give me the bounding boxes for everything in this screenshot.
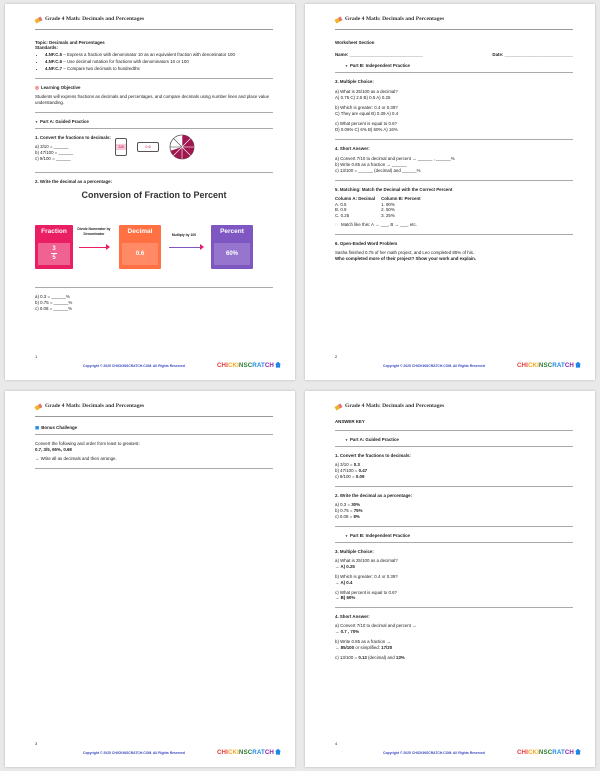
pie-chart-icon bbox=[169, 134, 195, 160]
triangle-icon: ▼ bbox=[35, 120, 38, 125]
divider bbox=[35, 434, 273, 435]
topic: Topic: Decimals and Percentages bbox=[35, 39, 105, 45]
fraction-card: 3/8 bbox=[115, 138, 127, 156]
divider bbox=[335, 542, 573, 543]
q4-title: 4. Short Answer: bbox=[335, 145, 370, 151]
brand-logo: CHICKINSCRATCH bbox=[217, 362, 281, 370]
step1-label: Divide Numerator by Denominator bbox=[77, 226, 111, 236]
page-footer bbox=[35, 741, 281, 757]
page-header: Grade 4 Math: Decimals and Percentages bbox=[335, 403, 573, 411]
divider bbox=[35, 128, 273, 129]
bonus-values: 0.7, 3/5, 65%, 0.68 bbox=[35, 446, 72, 452]
divider bbox=[335, 234, 573, 235]
divider bbox=[335, 180, 573, 181]
matching-table: Column A: Decimal Column B: Percent A. 0.5 1. 90% B. 0.9 2. 50% C. 0.25 3. 25% bbox=[335, 196, 427, 220]
table-row: C. 0.25 3. 25% bbox=[335, 213, 395, 219]
divider bbox=[335, 72, 573, 73]
fraction-visual bbox=[115, 134, 195, 160]
divider bbox=[335, 29, 573, 30]
divider bbox=[35, 172, 273, 173]
standard-item: • 4.NF.C.5 – Express a fraction with denominator 10 as an equivalent fraction with denominator 100 bbox=[45, 52, 273, 58]
name-field[interactable]: Name: ______________________________ bbox=[335, 52, 423, 58]
divider bbox=[335, 446, 573, 447]
decimal-card: 0.6 bbox=[137, 142, 159, 152]
part-b-title: ▼ Part B: Independent Practice bbox=[345, 63, 411, 69]
q1-answers: a) 3/10 = 0.3 b) 47/100 = 0.47 c) 9/100 = 0.09 bbox=[335, 462, 368, 480]
objective-text: Students will express fractions as decimals and percentages, and compare decimals using number lines and place value understanding. bbox=[35, 94, 270, 106]
house-icon bbox=[575, 749, 581, 755]
percent-box: Percent 60% bbox=[211, 225, 253, 269]
conversion-title: Conversion of Fraction to Percent bbox=[81, 189, 227, 200]
divider bbox=[35, 416, 273, 417]
brand-logo: CHICKINSCRATCH bbox=[217, 749, 281, 757]
brand-logo: CHICKINSCRATCH bbox=[517, 749, 581, 757]
q6-question: Who completed more of their project? Show your work and explain. bbox=[335, 256, 477, 262]
page-header: Grade 4 Math: Decimals and Percentages bbox=[335, 16, 573, 24]
divider bbox=[35, 112, 273, 113]
q2-title: 2. Write the decimal as a percentage: bbox=[35, 179, 113, 185]
page-footer bbox=[335, 354, 581, 370]
page-number: 4 bbox=[335, 741, 338, 746]
q4-title: 4. Short Answer: bbox=[335, 614, 370, 620]
objective-title: ◎ Learning Objective bbox=[35, 85, 81, 91]
q1-title: 1. Convert the fractions to decimals: bbox=[335, 453, 411, 459]
standards-label: Standards: bbox=[35, 45, 58, 51]
table-row: A. 0.5 1. 90% bbox=[335, 201, 395, 207]
arrow-right-icon bbox=[79, 247, 107, 248]
bonus-text: Convert the following and order from least to greatest: bbox=[35, 440, 140, 446]
pointing-hand-icon: ☞ bbox=[335, 222, 340, 228]
divider bbox=[335, 526, 573, 527]
q2-items: a) 0.3 = ______% b) 0.75 = ______% c) 0.08 = ______% bbox=[35, 293, 73, 311]
divider bbox=[35, 287, 273, 288]
page-number: 1 bbox=[35, 354, 38, 359]
divider bbox=[35, 29, 273, 30]
divider bbox=[335, 430, 573, 431]
q3-c: c) What percent is equal to 0.6? D) 0.06% C) 6% B) 60% A) 16% bbox=[335, 121, 398, 132]
part-b-title: ▼ Part B: Independent Practice bbox=[345, 532, 411, 538]
q4-items: a) Convert 7/10 to decimal and percent → ______ , ______% b) Write 0.85 as a fraction → ______ c) 13/100 = ______ (decimal) and ______% bbox=[335, 155, 455, 173]
section-title: Worksheet Section bbox=[335, 39, 375, 45]
copyright: Copyright © 2025 CHICKINSCRATCH.COM. All Rights Reserved bbox=[383, 364, 485, 369]
part-a-title: ▼ Part A: Guided Practice bbox=[35, 119, 89, 125]
page-header: Grade 4 Math: Decimals and Percentages bbox=[35, 403, 273, 411]
worksheet-page-1 bbox=[5, 4, 295, 380]
q6-text: Sasha finished 0.75 of her math project, and Leo completed 85% of his. bbox=[335, 250, 475, 256]
conversion-diagram bbox=[35, 189, 273, 277]
copyright: Copyright © 2025 CHICKINSCRATCH.COM. All Rights Reserved bbox=[83, 751, 185, 756]
divider bbox=[335, 486, 573, 487]
date-field[interactable]: Date: ____________________________ bbox=[492, 52, 573, 58]
house-icon bbox=[275, 362, 281, 368]
q3-b: b) Which is greater: 0.4 or 0.39? C) They are equal B) 0.39 A) 0.4 bbox=[335, 105, 399, 117]
part-a-title: ▼ Part A: Guided Practice bbox=[345, 437, 399, 443]
page-number: 3 bbox=[35, 741, 38, 746]
q2-title: 2. Write the decimal as a percentage: bbox=[335, 493, 413, 499]
q1-title: 1. Convert the fractions to decimals: bbox=[35, 135, 111, 141]
standards-list bbox=[45, 52, 273, 72]
puzzle-icon: ▣ bbox=[35, 424, 40, 430]
house-icon bbox=[575, 362, 581, 368]
divider bbox=[35, 78, 273, 79]
standard-item: • 4.NF.C.7 – Compare two decimals to hundredths bbox=[45, 66, 273, 72]
q1-items: a) 3/10 = ______ b) 47/100 = ______ c) 9/100 = ______ bbox=[35, 144, 74, 161]
brand-logo: CHICKINSCRATCH bbox=[517, 362, 581, 370]
pencil-icon bbox=[34, 403, 42, 410]
q5-title: 5. Matching: Match the Decimal with the Correct Percent bbox=[335, 186, 453, 192]
copyright: Copyright © 2025 CHICKINSCRATCH.COM. All Rights Reserved bbox=[83, 364, 185, 369]
divider bbox=[335, 607, 573, 608]
worksheet-page-3 bbox=[5, 391, 295, 767]
bonus-title: ▣ Bonus Challenge bbox=[35, 424, 78, 430]
copyright: Copyright © 2025 CHICKINSCRATCH.COM. All Rights Reserved bbox=[383, 751, 485, 756]
worksheet-page-4: Grade 4 Math: Decimals and Percentages ANSWER KEY ▼ Part A: Guided Practice 1. Convert the fractions to decimals: a) 3/10 = 0.3 b) 47/100 = 0.47 c) 9/100 = 0.09 2. Write the decimal as a percentage: a) 0.3 = 30% b) 0.75 = 75% c) 0.08 = 8% ▼ Part B: Independent Practice 3. Multiple Choice: a) What is 25/100 as a decimal? → A) 0.25 b) Which is greater: 0.4 or 0.39? → A) 0.4 c) What percent is equal to 0.6? → B) 60% 4. Short Answer: a) Convert 7/10 to decimal and percent → → 0.7 , 70% b) Write 0.85 as a fraction → → 85/100 or simplified: 17/20 c) 13/100 = 0.13 (decimal) and 13% 4 Copyright © 2025 CHICKINSCRATCH.COM. All Rights Reserved CHICKINSCRATCH bbox=[305, 391, 595, 767]
divider bbox=[335, 139, 573, 140]
bonus-instructions: → Write all as decimals and then arrange. bbox=[35, 456, 117, 462]
step2-label: Multiply by 100 bbox=[171, 232, 197, 237]
arrow-right-icon bbox=[169, 247, 201, 248]
q6-title: 6. Open-Ended Word Problem bbox=[335, 241, 398, 247]
q5-hint: ☞ Match like this: A → ___, B → ___, etc. bbox=[335, 222, 417, 228]
page-number: 2 bbox=[335, 354, 338, 359]
fraction-box: Fraction 3 5 bbox=[35, 225, 73, 269]
q3-title: 3. Multiple Choice: bbox=[335, 548, 374, 554]
triangle-icon: ▼ bbox=[345, 64, 348, 69]
q3-a: a) What is 25/100 as a decimal? A) 0.75 C) 2.5 B) 0.5 A) 0.25 bbox=[335, 89, 398, 101]
pencil-icon bbox=[34, 16, 42, 23]
pencil-icon bbox=[334, 403, 342, 410]
pencil-icon bbox=[334, 16, 342, 23]
answer-key-title: ANSWER KEY bbox=[335, 418, 365, 424]
worksheet-page-2 bbox=[305, 4, 595, 380]
standard-item: • 4.NF.C.6 – Use decimal notation for fractions with denominators 10 or 100 bbox=[45, 59, 273, 65]
decimal-box: Decimal 0.6 bbox=[119, 225, 161, 269]
triangle-icon: ▼ bbox=[345, 438, 348, 443]
q2-answers: a) 0.3 = 30% b) 0.75 = 75% c) 0.08 = 8% bbox=[335, 502, 363, 519]
triangle-icon: ▼ bbox=[345, 533, 348, 538]
table-row: B. 0.9 2. 50% bbox=[335, 207, 395, 213]
page-footer bbox=[335, 741, 581, 757]
target-icon: ◎ bbox=[35, 85, 39, 91]
divider bbox=[35, 468, 273, 469]
house-icon bbox=[275, 749, 281, 755]
q3-title: 3. Multiple Choice: bbox=[335, 79, 374, 85]
page-footer bbox=[35, 354, 281, 370]
page-header: Grade 4 Math: Decimals and Percentages bbox=[35, 16, 273, 24]
